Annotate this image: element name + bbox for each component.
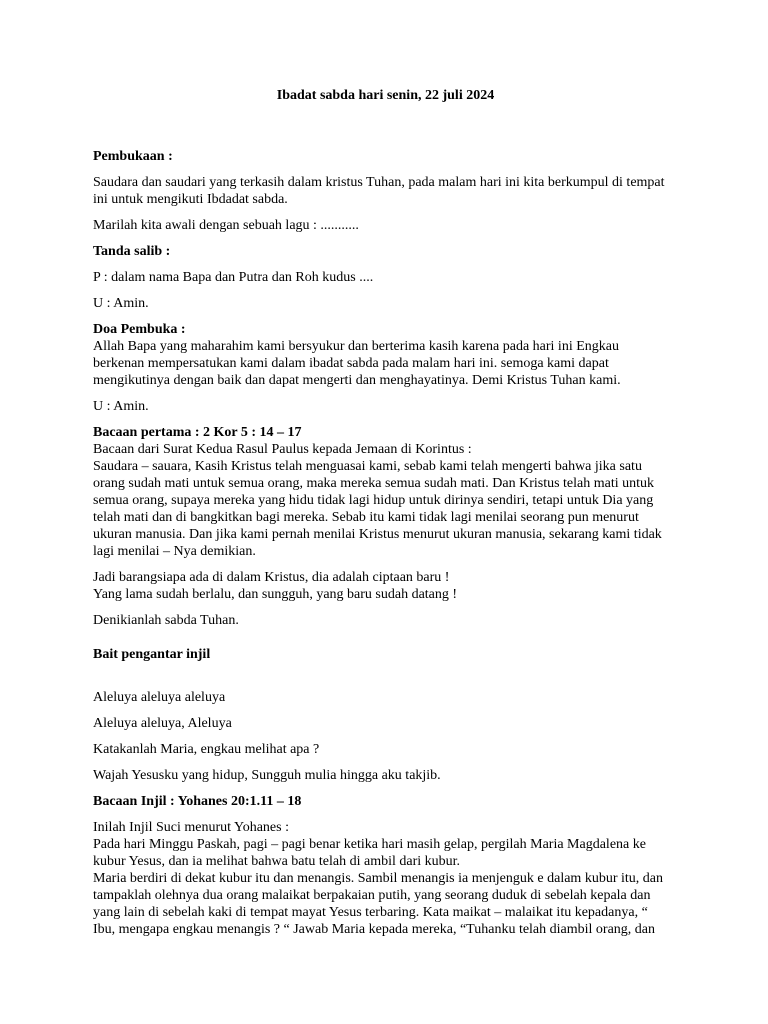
heading-bacaan-injil: Bacaan Injil : Yohanes 20:1.11 – 18 — [93, 794, 302, 809]
heading-bait-pengantar: Bait pengantar injil — [93, 647, 211, 662]
text-line: Saudara – sauara, Kasih Kristus telah menguasai kami, sebab kami telah mengerti bahwa jika satu — [93, 459, 642, 474]
text-line: yang lain di sebelah kaki di tempat mayat Yesus terbaring. Kata maikat – malaikat itu kepadanya, “ — [93, 905, 648, 920]
paragraph-doa-pembuka-u: U : Amin. — [93, 399, 149, 414]
paragraph-bacaan-pertama — [93, 441, 678, 560]
bait-line: Wajah Yesusku yang hidup, Sungguh mulia hingga aku takjib. — [93, 768, 441, 783]
bait-line: Aleluya aleluya, Aleluya — [93, 716, 232, 731]
text-line: tampaklah olehnya dua orang malaikat berpakaian putih, yang seorang duduk di sebelah kepala dan — [93, 888, 651, 903]
text-line: kubur Yesus, dan ia melihat bahwa batu telah di ambil dari kubur. — [93, 854, 461, 869]
text-line: ini untuk mengikuti Ibdadat sabda. — [93, 192, 288, 207]
paragraph-penutup-bacaan: Denikianlah sabda Tuhan. — [93, 613, 239, 628]
heading-pembukaan: Pembukaan : — [93, 149, 173, 164]
paragraph-pembukaan — [93, 174, 678, 208]
text-line: lagi menilai – Nya demikian. — [93, 544, 256, 559]
heading-tanda-salib: Tanda salib : — [93, 244, 171, 259]
document-title: Ibadat sabda hari senin, 22 juli 2024 — [276, 88, 495, 103]
text-line: Yang lama sudah berlalu, dan sungguh, yang baru sudah datang ! — [93, 587, 458, 602]
text-line: Pada hari Minggu Paskah, pagi – pagi benar ketika hari masih gelap, pergilah Maria Magdalena ke — [93, 837, 646, 852]
paragraph-bacaan-injil — [93, 819, 678, 938]
bait-line: Aleluya aleluya aleluya — [93, 690, 226, 705]
text-line: orang sudah mati untuk semua orang, maka mereka semua sudah mati. Dan Kristus telah mati untuk — [93, 476, 655, 491]
text-line: Jadi barangsiapa ada di dalam Kristus, dia adalah ciptaan baru ! — [93, 570, 450, 585]
paragraph-doa-pembuka — [93, 338, 678, 389]
text-line: mengikutinya dengan baik dan dapat mengerti dan menghayatinya. Demi Kristus Tuhan kami. — [93, 373, 621, 388]
bait-line: Katakanlah Maria, engkau melihat apa ? — [93, 742, 320, 757]
text-line: Maria berdiri di dekat kubur itu dan menangis. Sambil menangis ia menjenguk e dalam kubur itu, dan — [93, 871, 663, 886]
paragraph-tanda-salib-p: P : dalam nama Bapa dan Putra dan Roh kudus .... — [93, 270, 374, 285]
heading-bacaan-pertama: Bacaan pertama : 2 Kor 5 : 14 – 17 — [93, 425, 302, 440]
text-line: Bacaan dari Surat Kedua Rasul Paulus kepada Jemaan di Korintus : — [93, 442, 472, 457]
paragraph-tanda-salib-u: U : Amin. — [93, 296, 149, 311]
text-line: Saudara dan saudari yang terkasih dalam kristus Tuhan, pada malam hari ini kita berkumpul di tempat — [93, 175, 665, 190]
text-line: berkenan mempersatukan kami dalam ibadat sabda pada malam hari ini. semoga kami dapat — [93, 356, 609, 371]
heading-doa-pembuka: Doa Pembuka : — [93, 322, 186, 337]
text-line: Ibu, mengapa engkau menangis ? “ Jawab Maria kepada mereka, “Tuhanku telah diambil orang, dan — [93, 922, 656, 937]
text-line: semua orang, supaya mereka yang hidu tidak lagi hidup untuk dirinya sendiri, tetapi untuk Dia yang — [93, 493, 654, 508]
text-line: telah mati dan di bangkitkan bagi mereka. Sebab itu kami tidak lagi menilai seorang pun menurut — [93, 510, 639, 525]
text-line: Allah Bapa yang maharahim kami bersyukur dan berterima kasih karena pada hari ini Engkau — [93, 339, 619, 354]
paragraph-lagu: Marilah kita awali dengan sebuah lagu : ........... — [93, 218, 359, 233]
text-line: ukuran manusia. Dan jika kami pernah menilai Kristus menurut ukuran manusia, sekarang kami tidak — [93, 527, 662, 542]
text-line: Inilah Injil Suci menurut Yohanes : — [93, 820, 289, 835]
paragraph-ciptaan-baru — [93, 569, 678, 603]
document-page — [93, 86, 678, 938]
